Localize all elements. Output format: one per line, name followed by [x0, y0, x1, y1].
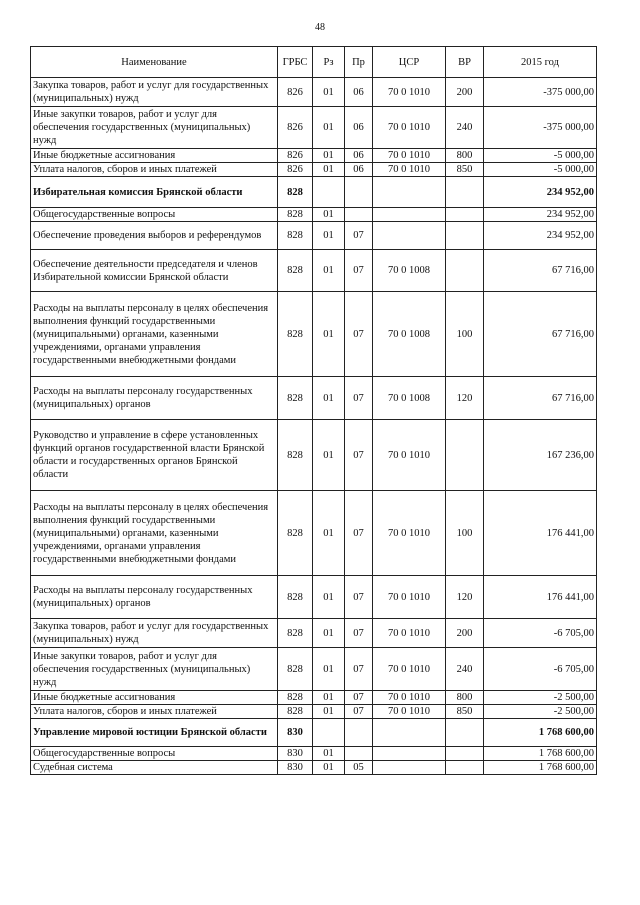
- row-name-cell: Закупка товаров, работ и услуг для государственных (муниципальных) нужд: [31, 78, 278, 107]
- header-rz: Рз: [313, 47, 345, 78]
- row-grbs-cell: 828: [278, 705, 313, 719]
- row-grbs-cell: 828: [278, 691, 313, 705]
- row-name-cell: Избирательная комиссия Брянской области: [31, 177, 278, 208]
- row-grbs-cell: 828: [278, 208, 313, 222]
- row-amount-cell: 167 236,00: [484, 420, 597, 491]
- row-name-cell: Иные бюджетные ассигнования: [31, 691, 278, 705]
- row-name-cell: Иные закупки товаров, работ и услуг для обеспечения государственных (муниципальных) нужд: [31, 648, 278, 691]
- row-rz-cell: 01: [313, 107, 345, 149]
- row-name-cell: Закупка товаров, работ и услуг для государственных (муниципальных) нужд: [31, 619, 278, 648]
- row-amount-cell: 176 441,00: [484, 491, 597, 576]
- header-csr: ЦСР: [373, 47, 446, 78]
- row-grbs-cell: 826: [278, 149, 313, 163]
- row-csr-cell: 70 0 1010: [373, 420, 446, 491]
- row-csr-cell: [373, 761, 446, 775]
- row-csr-cell: 70 0 1010: [373, 107, 446, 149]
- row-name-cell: Расходы на выплаты персоналу государственных (муниципальных) органов: [31, 576, 278, 619]
- row-csr-cell: 70 0 1010: [373, 691, 446, 705]
- row-vr-cell: 800: [446, 149, 484, 163]
- row-pr-cell: 07: [345, 250, 373, 292]
- row-name-cell: Иные бюджетные ассигнования: [31, 149, 278, 163]
- row-csr-cell: 70 0 1010: [373, 163, 446, 177]
- row-rz-cell: 01: [313, 747, 345, 761]
- row-vr-cell: [446, 250, 484, 292]
- row-name-cell: Обеспечение проведения выборов и референдумов: [31, 222, 278, 250]
- row-vr-cell: 240: [446, 648, 484, 691]
- row-grbs-cell: 828: [278, 491, 313, 576]
- table-row: [31, 576, 597, 619]
- row-amount-cell: -6 705,00: [484, 648, 597, 691]
- row-grbs-cell: 828: [278, 292, 313, 377]
- row-grbs-cell: 828: [278, 576, 313, 619]
- row-grbs-cell: 830: [278, 747, 313, 761]
- table-row: [31, 705, 597, 719]
- row-grbs-cell: 828: [278, 250, 313, 292]
- table-row: [31, 491, 597, 576]
- row-name-cell: Уплата налогов, сборов и иных платежей: [31, 163, 278, 177]
- row-vr-cell: 850: [446, 705, 484, 719]
- row-pr-cell: 07: [345, 619, 373, 648]
- row-pr-cell: 07: [345, 705, 373, 719]
- row-amount-cell: -6 705,00: [484, 619, 597, 648]
- table-row: [31, 177, 597, 208]
- table-row: [31, 107, 597, 149]
- row-rz-cell: 01: [313, 576, 345, 619]
- table-row: [31, 619, 597, 648]
- table-row: [31, 208, 597, 222]
- row-vr-cell: [446, 719, 484, 747]
- row-rz-cell: 01: [313, 292, 345, 377]
- row-csr-cell: 70 0 1010: [373, 78, 446, 107]
- row-rz-cell: 01: [313, 149, 345, 163]
- row-grbs-cell: 828: [278, 648, 313, 691]
- row-amount-cell: 176 441,00: [484, 576, 597, 619]
- row-pr-cell: 07: [345, 292, 373, 377]
- row-vr-cell: [446, 420, 484, 491]
- row-name-cell: Общегосударственные вопросы: [31, 747, 278, 761]
- row-vr-cell: 200: [446, 78, 484, 107]
- row-amount-cell: -375 000,00: [484, 78, 597, 107]
- row-amount-cell: 67 716,00: [484, 377, 597, 420]
- row-grbs-cell: 828: [278, 420, 313, 491]
- page-number: 48: [315, 22, 325, 33]
- row-rz-cell: 01: [313, 222, 345, 250]
- row-csr-cell: 70 0 1008: [373, 250, 446, 292]
- row-csr-cell: [373, 177, 446, 208]
- row-name-cell: Расходы на выплаты персоналу в целях обеспечения выполнения функций государственными (муниципальными) органами, казенными учреждениями, органами управления государственными внебюджетными фондами: [31, 491, 278, 576]
- row-rz-cell: 01: [313, 705, 345, 719]
- row-name-cell: Руководство и управление в сфере установленных функций органов государственной власти Брянской области и государственных органов Брянской области: [31, 420, 278, 491]
- row-vr-cell: [446, 222, 484, 250]
- table-row: [31, 250, 597, 292]
- table-header-row: [31, 47, 597, 78]
- header-grbs: ГРБС: [278, 47, 313, 78]
- row-grbs-cell: 826: [278, 107, 313, 149]
- header-vr: ВР: [446, 47, 484, 78]
- row-pr-cell: 07: [345, 648, 373, 691]
- row-csr-cell: 70 0 1010: [373, 619, 446, 648]
- row-name-cell: Обеспечение деятельности председателя и членов Избирательной комиссии Брянской области: [31, 250, 278, 292]
- row-pr-cell: 07: [345, 377, 373, 420]
- row-rz-cell: [313, 719, 345, 747]
- table-row: [31, 377, 597, 420]
- row-rz-cell: 01: [313, 619, 345, 648]
- row-amount-cell: 234 952,00: [484, 177, 597, 208]
- row-pr-cell: [345, 719, 373, 747]
- row-amount-cell: 1 768 600,00: [484, 761, 597, 775]
- row-rz-cell: 01: [313, 420, 345, 491]
- row-rz-cell: 01: [313, 377, 345, 420]
- row-vr-cell: [446, 761, 484, 775]
- row-vr-cell: 100: [446, 292, 484, 377]
- row-amount-cell: 234 952,00: [484, 222, 597, 250]
- row-amount-cell: -375 000,00: [484, 107, 597, 149]
- row-vr-cell: 200: [446, 619, 484, 648]
- row-name-cell: Уплата налогов, сборов и иных платежей: [31, 705, 278, 719]
- row-csr-cell: 70 0 1010: [373, 576, 446, 619]
- row-name-cell: Управление мировой юстиции Брянской области: [31, 719, 278, 747]
- row-pr-cell: [345, 177, 373, 208]
- row-vr-cell: [446, 177, 484, 208]
- table-row: [31, 78, 597, 107]
- row-amount-cell: -5 000,00: [484, 149, 597, 163]
- row-csr-cell: [373, 222, 446, 250]
- row-vr-cell: [446, 208, 484, 222]
- row-vr-cell: 100: [446, 491, 484, 576]
- row-amount-cell: 67 716,00: [484, 292, 597, 377]
- row-vr-cell: 240: [446, 107, 484, 149]
- row-csr-cell: 70 0 1010: [373, 705, 446, 719]
- row-csr-cell: 70 0 1010: [373, 149, 446, 163]
- row-rz-cell: 01: [313, 648, 345, 691]
- row-amount-cell: -2 500,00: [484, 691, 597, 705]
- row-rz-cell: 01: [313, 250, 345, 292]
- header-year: 2015 год: [484, 47, 597, 78]
- row-csr-cell: 70 0 1008: [373, 292, 446, 377]
- table-body: [31, 78, 597, 775]
- row-csr-cell: 70 0 1010: [373, 648, 446, 691]
- row-name-cell: Расходы на выплаты персоналу государственных (муниципальных) органов: [31, 377, 278, 420]
- row-amount-cell: 234 952,00: [484, 208, 597, 222]
- row-pr-cell: 06: [345, 78, 373, 107]
- row-grbs-cell: 828: [278, 222, 313, 250]
- row-pr-cell: 06: [345, 163, 373, 177]
- row-grbs-cell: 826: [278, 78, 313, 107]
- row-pr-cell: 07: [345, 420, 373, 491]
- row-csr-cell: 70 0 1008: [373, 377, 446, 420]
- table-row: [31, 648, 597, 691]
- row-pr-cell: 07: [345, 222, 373, 250]
- row-rz-cell: 01: [313, 208, 345, 222]
- row-rz-cell: [313, 177, 345, 208]
- table-row: [31, 163, 597, 177]
- row-grbs-cell: 828: [278, 619, 313, 648]
- row-amount-cell: 1 768 600,00: [484, 747, 597, 761]
- row-vr-cell: 850: [446, 163, 484, 177]
- header-pr: Пр: [345, 47, 373, 78]
- row-pr-cell: 06: [345, 149, 373, 163]
- row-grbs-cell: 828: [278, 377, 313, 420]
- table-row: [31, 761, 597, 775]
- row-pr-cell: [345, 747, 373, 761]
- row-rz-cell: 01: [313, 163, 345, 177]
- row-pr-cell: [345, 208, 373, 222]
- row-pr-cell: 06: [345, 107, 373, 149]
- header-name: Наименование: [31, 47, 278, 78]
- row-csr-cell: [373, 747, 446, 761]
- row-csr-cell: 70 0 1010: [373, 491, 446, 576]
- row-name-cell: Иные закупки товаров, работ и услуг для обеспечения государственных (муниципальных) нужд: [31, 107, 278, 149]
- table-row: [31, 747, 597, 761]
- row-vr-cell: 120: [446, 576, 484, 619]
- row-grbs-cell: 826: [278, 163, 313, 177]
- row-pr-cell: 05: [345, 761, 373, 775]
- table-row: [31, 719, 597, 747]
- row-rz-cell: 01: [313, 78, 345, 107]
- row-rz-cell: 01: [313, 761, 345, 775]
- budget-table: [30, 46, 597, 775]
- row-vr-cell: 800: [446, 691, 484, 705]
- row-grbs-cell: 830: [278, 719, 313, 747]
- row-grbs-cell: 830: [278, 761, 313, 775]
- table-row: [31, 149, 597, 163]
- row-csr-cell: [373, 719, 446, 747]
- row-grbs-cell: 828: [278, 177, 313, 208]
- row-name-cell: Расходы на выплаты персоналу в целях обеспечения выполнения функций государственными (муниципальными) органами, казенными учреждениями, органами управления государственными внебюджетными фондами: [31, 292, 278, 377]
- row-pr-cell: 07: [345, 691, 373, 705]
- table-row: [31, 420, 597, 491]
- row-rz-cell: 01: [313, 691, 345, 705]
- table-row: [31, 691, 597, 705]
- row-amount-cell: -5 000,00: [484, 163, 597, 177]
- row-name-cell: Судебная система: [31, 761, 278, 775]
- row-pr-cell: 07: [345, 491, 373, 576]
- row-amount-cell: 1 768 600,00: [484, 719, 597, 747]
- row-vr-cell: [446, 747, 484, 761]
- row-vr-cell: 120: [446, 377, 484, 420]
- row-rz-cell: 01: [313, 491, 345, 576]
- row-amount-cell: 67 716,00: [484, 250, 597, 292]
- row-pr-cell: 07: [345, 576, 373, 619]
- row-amount-cell: -2 500,00: [484, 705, 597, 719]
- table-row: [31, 292, 597, 377]
- row-name-cell: Общегосударственные вопросы: [31, 208, 278, 222]
- table-row: [31, 222, 597, 250]
- row-csr-cell: [373, 208, 446, 222]
